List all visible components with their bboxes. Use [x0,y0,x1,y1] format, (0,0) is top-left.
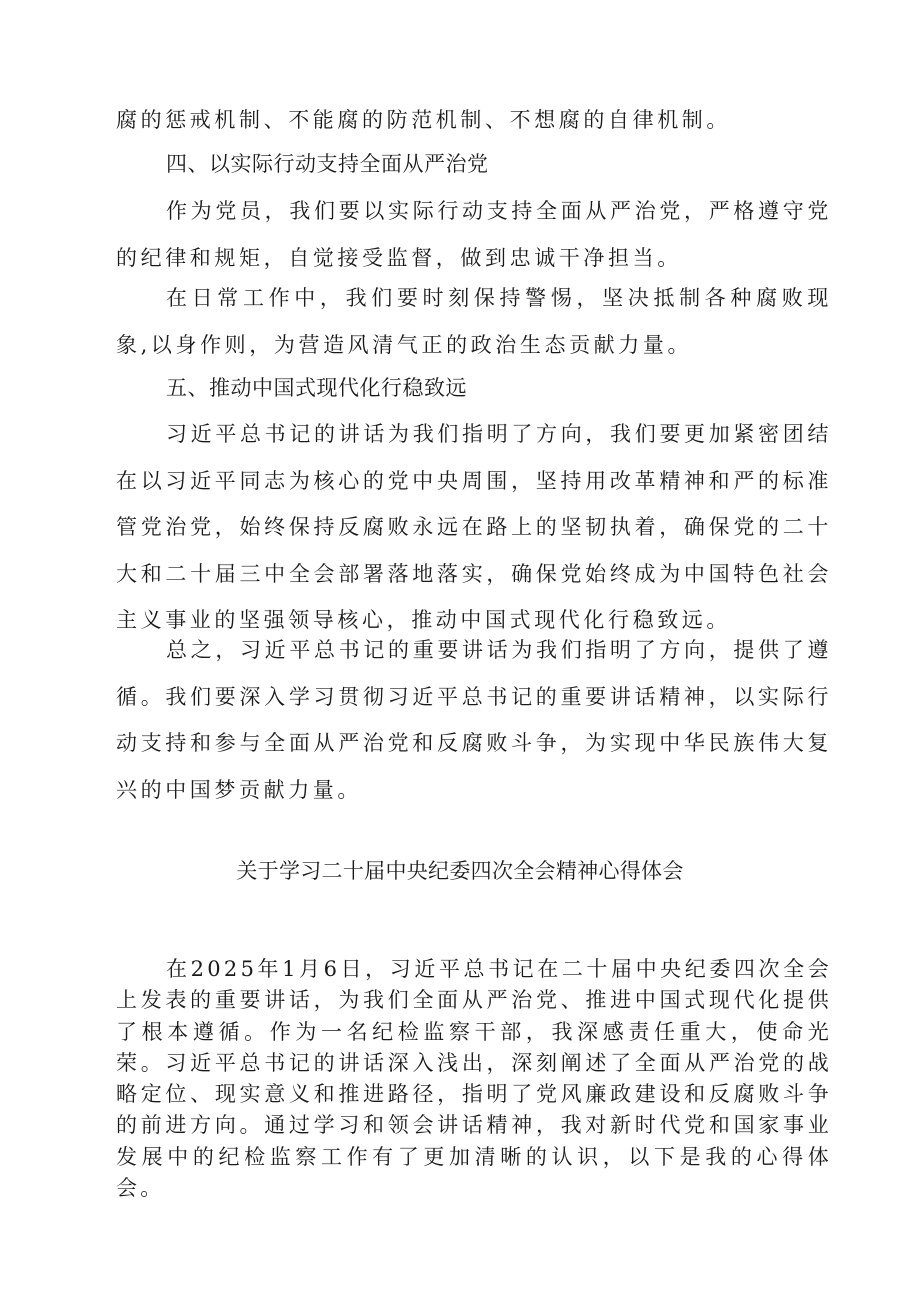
article-title: 关于学习二十届中央纪委四次全会精神心得体会 [236,859,684,883]
section-heading-5: 五、推动中国式现代化行稳致远 [166,376,467,400]
continuation-paragraph: 腐的惩戒机制、不能腐的防范机制、不想腐的自律机制。 [116,108,731,132]
article-intro-paragraph: 在2025年1月6日，习近平总书记在二十届中央纪委四次全会上发表的重要讲话，为我们全面从严治党、推进中国式现代化提供了根本遵循。作为一名纪检监察干部，我深感责任重大，使命光荣。习近平总书记的讲话深入浅出，深刻阐述了全面从严治党的战略定位、现实意义和推进路径，指明了党风廉政建设和反腐败斗争的前进方向。通过学习和领会讲话精神，我对新时代党和国家事业发展中的纪检监察工作有了更加清晰的认识，以下是我的心得体会。 [116,957,832,1201]
section-heading-4: 四、以实际行动支持全面从严治党 [166,152,489,176]
conclusion-paragraph: 总之，习近平总书记的重要讲话为我们指明了方向，提供了遵循。我们要深入学习贯彻习近平总书记的重要讲话精神，以实际行动支持和参与全面从严治党和反腐败斗争，为实现中华民族伟大复兴的中国梦贡献力量。 [116,638,832,802]
paragraph-5-1: 习近平总书记的讲话为我们指明了方向，我们要更加紧密团结在以习近平同志为核心的党中央周围，坚持用改革精神和严的标准管党治党，始终保持反腐败永远在路上的坚韧执着，确保党的二十大和二十届三中全会部署落地落实，确保党始终成为中国特色社会主义事业的坚强领导核心，推动中国式现代化行稳致远。 [116,422,832,632]
paragraph-4-1: 作为党员，我们要以实际行动支持全面从严治党，严格遵守党的纪律和规矩，自觉接受监督，做到忠诚干净担当。 [116,199,832,270]
paragraph-4-2: 在日常工作中，我们要时刻保持警惕，坚决抵制各种腐败现象,以身作则，为营造风清气正的政治生态贡献力量。 [116,286,832,357]
